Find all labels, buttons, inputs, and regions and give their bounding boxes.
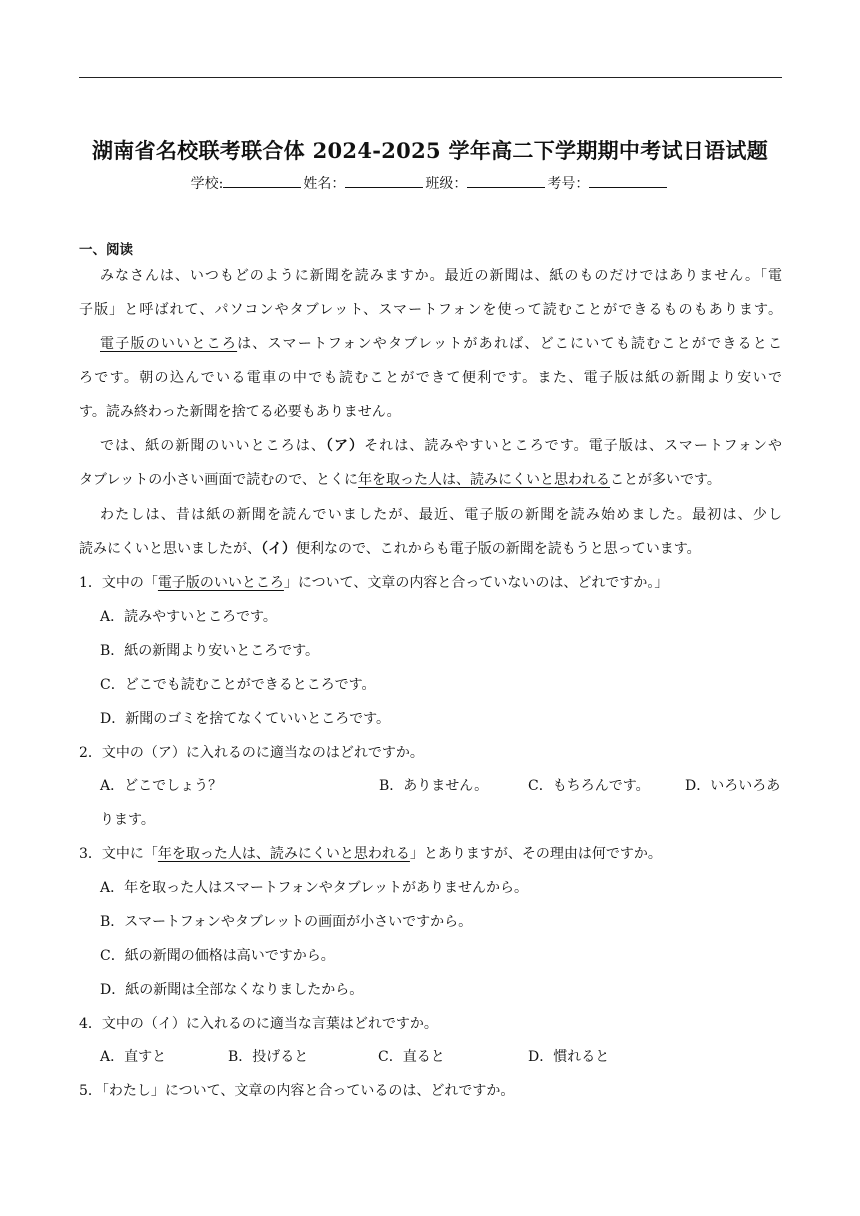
answer-option[interactable]: C．直ると — [378, 1049, 445, 1065]
passage-text: 読みにくいと思いましたが、 — [79, 541, 261, 557]
question-number: 1． — [79, 575, 102, 591]
answer-option[interactable]: D．慣れると — [528, 1049, 610, 1065]
passage-line — [100, 436, 782, 456]
name-blank — [345, 174, 423, 188]
question-text: 」とありますが、その理由は何ですか。 — [409, 846, 662, 862]
passage-line: わたしは、昔は紙の新聞を読んでいましたが、最近、電子版の新聞を読み始めました。最初は、少し — [100, 507, 782, 523]
answer-option[interactable]: B．紙の新聞より安いところです。 — [100, 643, 320, 659]
answer-option[interactable]: A．どこでしょう？ — [100, 778, 223, 794]
passage-text: は、スマートフォンやタブレットがあれば、どこにいても読むことができるとこ — [237, 336, 783, 352]
question-stem — [79, 1081, 514, 1101]
question-number: 4． — [79, 1016, 102, 1032]
passage-text: では、紙の新聞のいいところは、 — [100, 438, 326, 454]
exam-title: 湖南省名校联考联合体 2024-2025 学年高二下学期期中考试日语试题 — [91, 138, 769, 163]
underlined-phrase: 電子版のいいところ — [100, 336, 238, 352]
passage-line — [100, 334, 782, 354]
class-blank — [467, 174, 545, 188]
answer-option[interactable]: A．読みやすいところです。 — [100, 609, 277, 625]
student-info-line — [0, 173, 860, 193]
passage-line: ろです。朝の込んでいる電車の中でも読むことができて便利です。また、電子版は紙の新聞より安いで — [79, 370, 782, 386]
passage-line — [79, 539, 782, 559]
question-number: 5． — [79, 1083, 102, 1099]
answer-option[interactable]: A．直すと — [100, 1049, 167, 1065]
passage-text: それは、読みやすいところです。電子版は、スマートフォンや — [364, 438, 783, 454]
question-stem — [79, 844, 662, 864]
passage-line: 子版」と呼ばれて、パソコンやタブレット、スマートフォンを使って読むことができるものもあります。 — [79, 302, 782, 318]
class-label: 班级： — [425, 176, 468, 192]
number-label: 考号： — [547, 176, 590, 192]
question-number: 2． — [79, 745, 102, 761]
question-text: 」について、文章の内容と合っていないのは、どれですか。」 — [283, 575, 669, 591]
number-blank — [589, 174, 667, 188]
underlined-phrase: 年を取った人は、読みにくいと思われる — [157, 846, 410, 862]
passage-text: 便利なので、これからも電子版の新聞を読もうと思っています。 — [296, 541, 701, 557]
answer-option[interactable]: D．新聞のゴミを捨てなくていいところです。 — [100, 711, 390, 727]
top-rule — [79, 77, 782, 78]
answer-option[interactable]: B．投げると — [228, 1049, 309, 1065]
question-stem — [79, 743, 424, 763]
school-label: 学校: — [190, 176, 224, 192]
answer-option-wrap: ります。 — [100, 812, 155, 828]
answer-option[interactable]: B．ありません。 — [379, 778, 489, 794]
answer-option[interactable]: D．いろいろあ — [685, 778, 781, 794]
passage-line: す。読み終わった新聞を捨てる必要もありません。 — [79, 404, 401, 420]
question-text: 文中の（イ）に入れるのに適当な言葉はどれですか。 — [101, 1016, 438, 1032]
passage-line — [79, 470, 782, 490]
answer-option[interactable]: B．スマートフォンやタブレットの画面が小さいですから。 — [100, 914, 473, 930]
answer-option[interactable]: C．紙の新聞の価格は高いですから。 — [100, 948, 335, 964]
passage-text: タブレットの小さい画面で読むので、とくに — [79, 472, 359, 488]
underlined-phrase: 年を取った人は、読みにくいと思われる — [358, 472, 611, 488]
answer-option[interactable]: C．もちろんです。 — [528, 778, 650, 794]
answer-option[interactable]: A．年を取った人はスマートフォンやタブレットがありませんから。 — [100, 880, 529, 896]
answer-option[interactable]: C．どこでも読むことができるところです。 — [100, 677, 376, 693]
blank-marker-i: （イ） — [261, 541, 296, 557]
name-label: 姓名： — [303, 176, 346, 192]
passage-text: ことが多いです。 — [610, 472, 721, 488]
blank-marker-a: （ア） — [325, 438, 365, 454]
passage-line: みなさんは、いつもどのように新聞を読みますか。最近の新聞は、紙のものだけではありません。「電 — [100, 268, 782, 284]
question-text: 文中に「 — [101, 846, 158, 862]
question-text: 文中の（ア）に入れるのに適当なのはどれですか。 — [101, 745, 424, 761]
question-number: 3． — [79, 846, 102, 862]
answer-option[interactable]: D．紙の新聞は全部なくなりましたから。 — [100, 982, 364, 998]
question-stem — [79, 1014, 438, 1034]
section-heading: 一、阅读 — [79, 242, 133, 258]
question-text: 「わたし」について、文章の内容と合っているのは、どれですか。 — [101, 1083, 515, 1099]
underlined-phrase: 電子版のいいところ — [157, 575, 284, 591]
question-stem — [79, 573, 668, 593]
question-text: 文中の「 — [101, 575, 158, 591]
school-blank — [223, 174, 301, 188]
